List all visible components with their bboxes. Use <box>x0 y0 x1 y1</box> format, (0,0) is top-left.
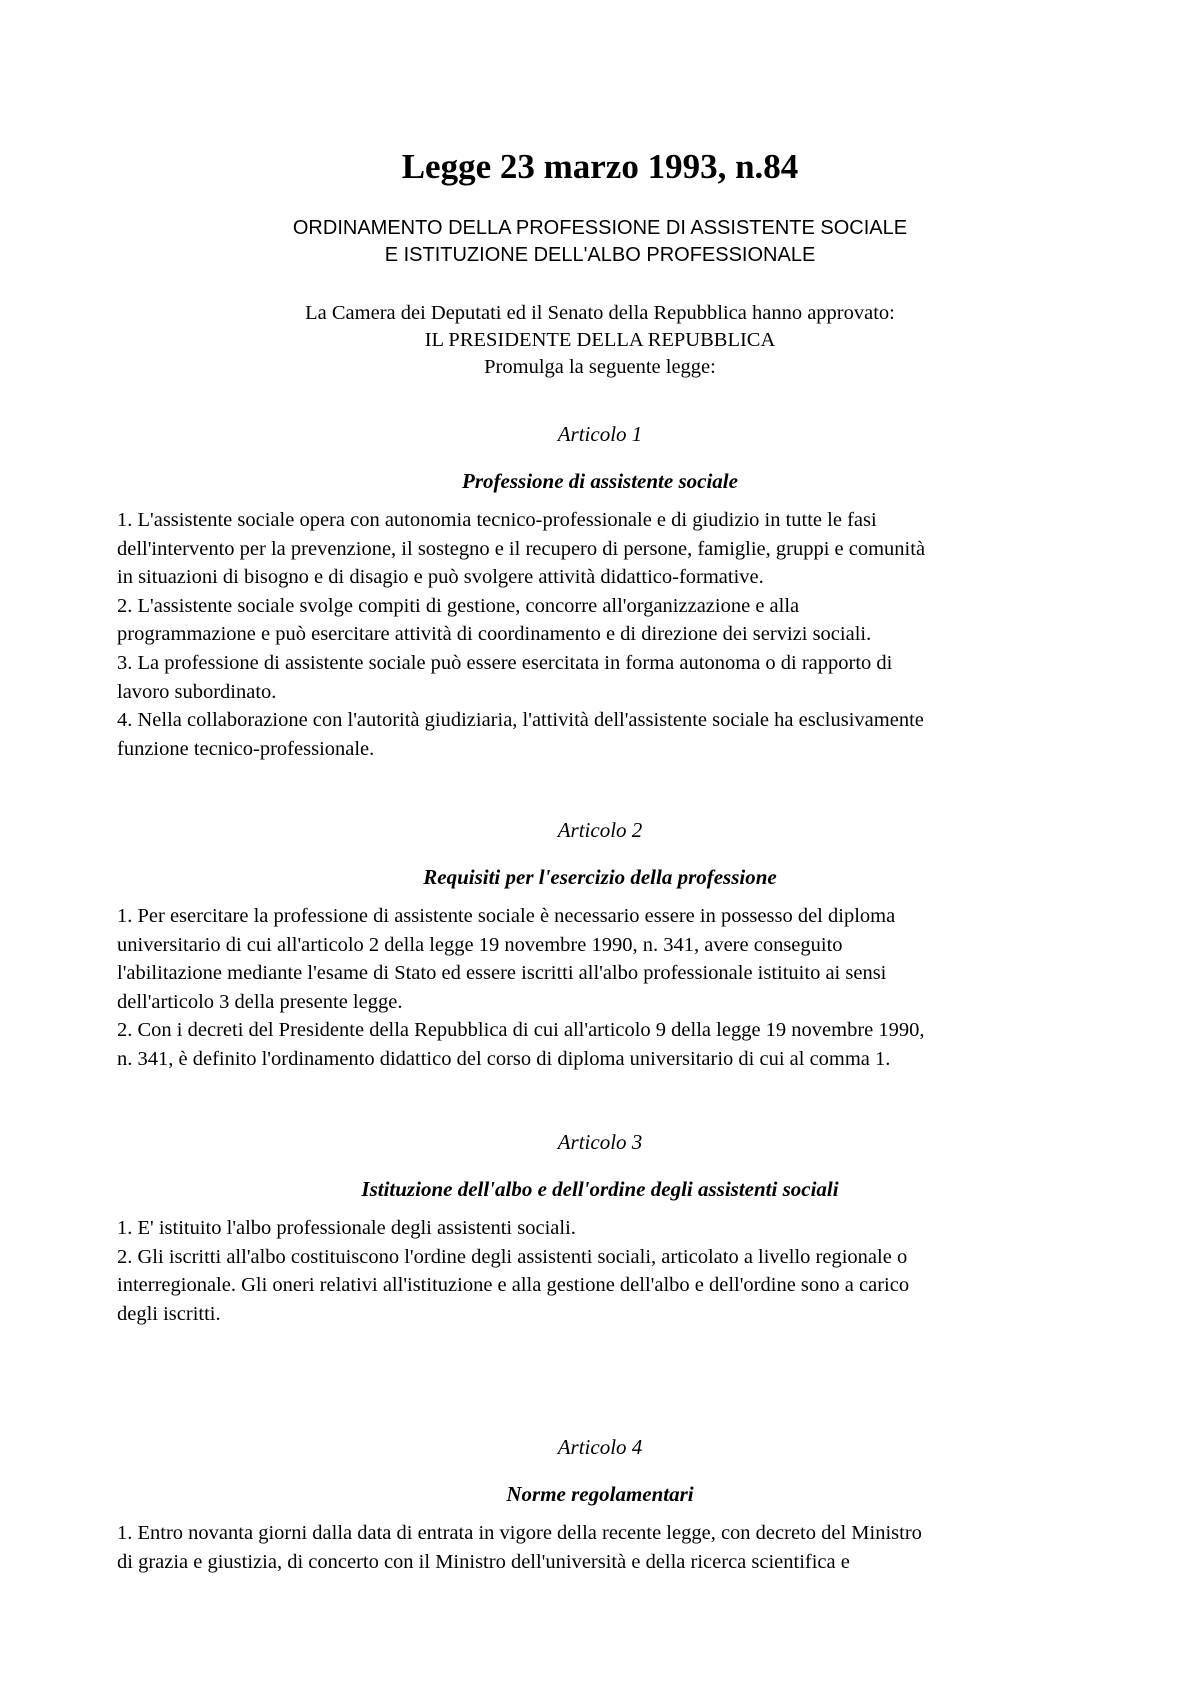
article-2-subheading: Requisiti per l'esercizio della professione <box>423 865 777 889</box>
article-line: funzione tecnico-professionale. <box>117 737 375 760</box>
article-line: degli iscritti. <box>117 1302 221 1325</box>
article-line: programmazione e può esercitare attività di coordinamento e di direzione dei servizi sociali. <box>117 623 872 646</box>
article-line: 4. Nella collaborazione con l'autorità giudiziaria, l'attività dell'assistente sociale ha esclusivamente <box>117 709 924 732</box>
article-line: dell'intervento per la prevenzione, il sostegno e il recupero di persone, famiglie, gruppi e comunità <box>117 537 926 560</box>
article-line: 2. Con i decreti del Presidente della Repubblica di cui all'articolo 9 della legge 19 novembre 1990, <box>117 1019 925 1042</box>
article-2-heading: Articolo 2 <box>557 818 643 842</box>
article-1-subheading: Professione di assistente sociale <box>462 469 738 493</box>
article-1-heading: Articolo 1 <box>557 422 643 446</box>
article-line: 1. Entro novanta giorni dalla data di entrata in vigore della recente legge, con decreto del Ministro <box>117 1522 922 1544</box>
article-3-subheading: Istituzione dell'albo e dell'ordine degli assistenti sociali <box>361 1177 839 1201</box>
article-1-body <box>117 506 1087 763</box>
article-line: 1. E' istituito l'albo professionale degli assistenti sociali. <box>117 1217 576 1239</box>
article-line: 3. La professione di assistente sociale può essere esercitata in forma autonoma o di rapporto di <box>117 651 893 674</box>
article-line: 2. Gli iscritti all'albo costituiscono l'ordine degli assistenti sociali, articolato a livello regionale o <box>117 1245 908 1268</box>
preamble-line: IL PRESIDENTE DELLA REPUBBLICA <box>424 329 776 351</box>
article-line: lavoro subordinato. <box>117 680 277 703</box>
article-3-heading: Articolo 3 <box>557 1130 643 1154</box>
article-line: n. 341, è definito l'ordinamento didattico del corso di diploma universitario di cui al comma 1. <box>117 1047 891 1070</box>
subtitle-line: ORDINAMENTO DELLA PROFESSIONE DI ASSISTENTE SOCIALE <box>292 217 908 239</box>
article-4-heading: Articolo 4 <box>557 1435 643 1459</box>
article-4-subheading: Norme regolamentari <box>506 1482 694 1506</box>
article-line: 2. L'assistente sociale svolge compiti di gestione, concorre all'organizzazione e alla <box>117 594 800 617</box>
article-line: 1. Per esercitare la professione di assistente sociale è necessario essere in possesso del diploma <box>117 905 896 927</box>
article-line: dell'articolo 3 della presente legge. <box>117 990 403 1013</box>
preamble <box>0 300 1200 381</box>
preamble-line: La Camera dei Deputati ed il Senato della Repubblica hanno approvato: <box>305 302 895 324</box>
article-line: di grazia e giustizia, di concerto con il Ministro dell'università e della ricerca scientifica e <box>117 1550 850 1573</box>
article-4-body <box>117 1519 1087 1576</box>
article-3-body <box>117 1214 1087 1328</box>
document-title: Legge 23 marzo 1993, n.84 <box>401 147 799 186</box>
article-2-body <box>117 902 1087 1074</box>
article-line: in situazioni di bisogno e di disagio e può svolgere attività didattico-formative. <box>117 566 764 589</box>
document-subtitle <box>0 215 1200 269</box>
preamble-line: Promulga la seguente legge: <box>484 356 716 378</box>
article-line: 1. L'assistente sociale opera con autonomia tecnico-professionale e di giudizio in tutte le fasi <box>117 509 877 531</box>
article-line: universitario di cui all'articolo 2 della legge 19 novembre 1990, n. 341, avere conseguito <box>117 933 843 956</box>
article-line: l'abilitazione mediante l'esame di Stato ed essere iscritti all'albo professionale istituito ai sensi <box>117 962 887 985</box>
article-line: interregionale. Gli oneri relativi all'istituzione e alla gestione dell'albo e dell'ordine sono a carico <box>117 1274 910 1297</box>
subtitle-line: E ISTITUZIONE DELL'ALBO PROFESSIONALE <box>384 244 816 266</box>
